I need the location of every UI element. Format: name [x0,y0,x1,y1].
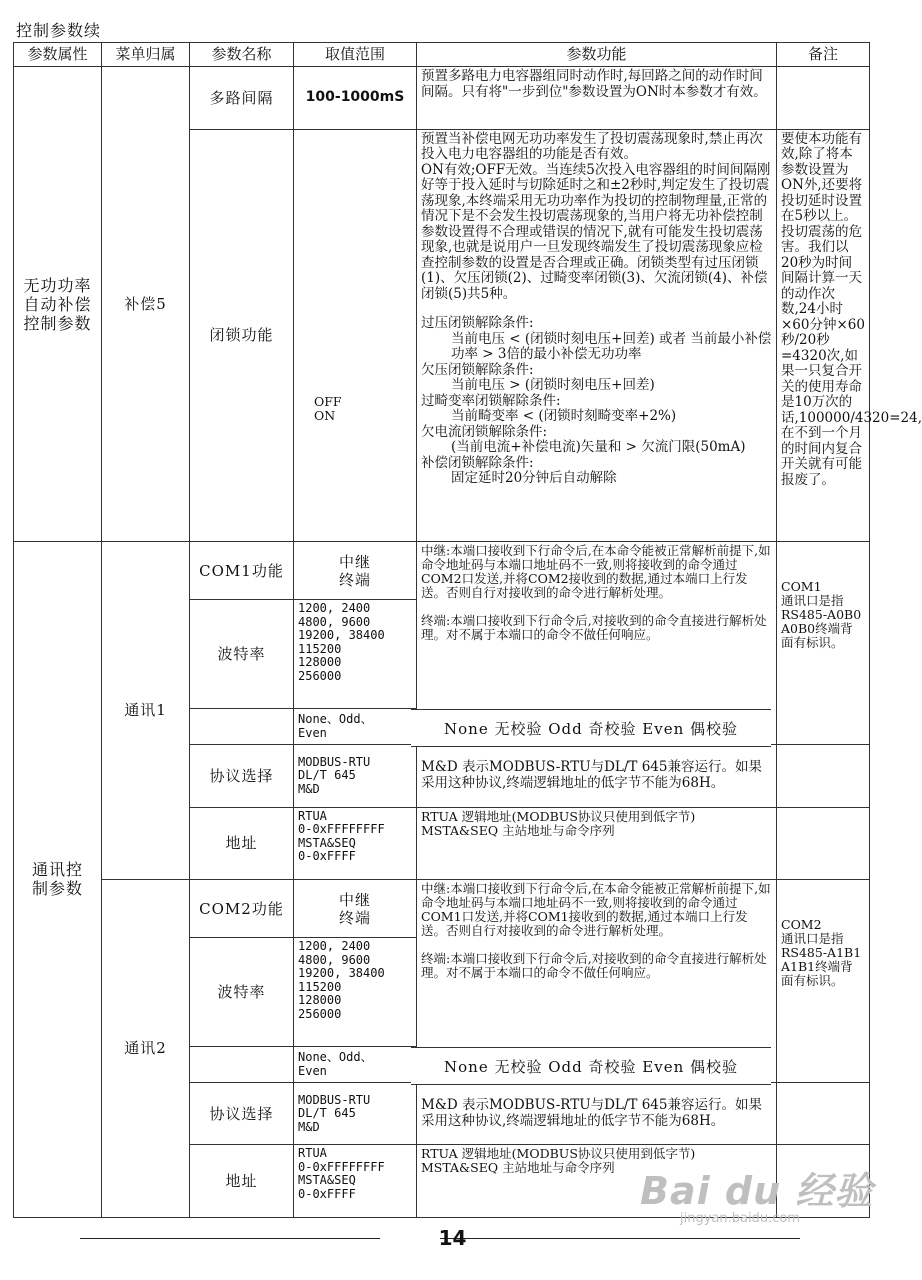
header-param-attr: 参数属性 [14,43,102,67]
page-number: 14 [438,1226,467,1250]
cond-detail: 当前畸变率 < (闭锁时刻畸变率+2%) [451,408,677,424]
cond-title: 欠压闭锁解除条件: [421,361,534,378]
cond-detail: (当前电流+补偿电流)矢量和 > 欠流门限(50mA) [451,439,746,455]
param-name-com1: COM1功能 [190,541,294,599]
param-name-baud1: 波特率 [190,600,294,709]
category-comm: 通讯控 制参数 [14,541,102,1217]
terminal-text: 终端:本端口接收到下行命令后,对接收到的命令直接进行解析处理。对不属于本端口的命令不做任何响应。 [421,950,767,980]
function-lock [417,129,777,541]
parity-function-1: None 无校验 Odd 奇校验 Even 偶校验 [411,709,771,747]
note-com2: COM2 通讯口是指RS485-A1B1 A1B1终端背面有标识。 [777,879,870,1082]
relay-text: 中继:本端口接收到下行命令后,在本命令能被正常解析前提下,如命令地址码与本端口地址码不一致,则将接收到的命令通过COM2口发送,并将COM2接收到的数据,通过本端口上行发送。否则自行对接收到的命令进行解析处理。 [421,542,771,600]
function-addr2: RTUA 逻辑地址(MODBUS协议只使用到低字节) MSTA&SEQ 主站地址与命令序列 [417,1145,777,1218]
terminal-text: 终端:本端口接收到下行命令后,对接收到的命令直接进行解析处理。对不属于本端口的命令不做任何响应。 [421,612,767,642]
param-name-addr1: 地址 [190,807,294,879]
page-title: 控制参数续 [16,21,102,40]
param-name-parity1 [190,708,294,744]
range-parity2: None、Odd、 Even [294,1046,417,1082]
param-name-protocol1: 协议选择 [190,745,294,807]
table-header-row [14,43,870,67]
cond-detail: 固定延时20分钟后自动解除 [451,470,617,486]
range-addr2: RTUA 0-0xFFFFFFFF MSTA&SEQ 0-0xFFFF [294,1145,417,1218]
function-addr1: RTUA 逻辑地址(MODBUS协议只使用到低字节) MSTA&SEQ 主站地址与命令序列 [417,807,777,879]
param-name-baud2: 波特率 [190,938,294,1047]
note-empty [777,67,870,129]
cond-title: 过畸变率闭锁解除条件: [421,392,561,409]
param-name-lock: 闭锁功能 [190,129,294,541]
cond-title: 欠电流闭锁解除条件: [421,423,548,440]
range-parity1: None、Odd、 Even [294,708,417,744]
range-lock: OFF ON [294,129,417,541]
function-protocol1: M&D 表示MODBUS-RTU与DL/T 645兼容运行。如果采用这种协议,终端逻辑地址的低字节不能为68H。 [417,745,777,807]
param-name-parity2 [190,1046,294,1082]
function-interval: 预置多路电力电容器组同时动作时,每回路之间的动作时间间隔。只有将"一步到位"参数设置为ON时本参数才有效。 [417,67,777,129]
parity-function-2: None 无校验 Odd 奇校验 Even 偶校验 [411,1047,771,1085]
range-addr1: RTUA 0-0xFFFFFFFF MSTA&SEQ 0-0xFFFF [294,807,417,879]
range-protocol1: MODBUS-RTU DL/T 645 M&D [294,745,417,807]
watermark [640,1160,873,1226]
header-function: 参数功能 [417,43,777,67]
menu-comm2: 通讯2 [102,879,190,1217]
header-param-name: 参数名称 [190,43,294,67]
lock-description: 预置当补偿电网无功功率发生了投切震荡现象时,禁止再次投入电力电容器组的功能是否有效。 ON有效;OFF无效。当连续5次投入电容器组的时间间隔刚好等于投入延时与切除延时之和±2秒时,判定发生了投切震荡现象,本终端采用无功功率作为投切的控制物理量,正常的情况下是不会发生投切震荡现象的,当用户将无功补偿控制参数设置得不合理或错误的情况下,就有可能发生投切震荡现象,也就是说用户一旦发现终端发生了投切震荡现象应检查控制参数的设置是否合理或正确。闭锁类型有过压闭锁(1)、欠压闭锁(2)、过畸变率闭锁(3)、欠流闭锁(4)、补偿闭锁(5)共5种。 [421,130,771,302]
menu-comp5: 补偿5 [102,67,190,542]
cond-title: 过压闭锁解除条件: [421,315,534,331]
cond-detail: 当前电压 < (闭锁时刻电压+回差) 或者 当前最小补偿功率 > 3倍的最小补偿无功功率 [451,330,772,362]
range-baud2: 1200, 2400 4800, 9600 19200, 38400 115200 128000 256000 [294,938,417,1047]
header-range: 取值范围 [294,43,417,67]
category-reactive: 无功功率 自动补偿 控制参数 [14,67,102,542]
function-protocol2: M&D 表示MODBUS-RTU与DL/T 645兼容运行。如果采用这种协议,终端逻辑地址的低字节不能为68H。 [417,1083,777,1145]
param-name-protocol2: 协议选择 [190,1083,294,1145]
control-params-table [13,42,922,1218]
header-menu: 菜单归属 [102,43,190,67]
param-name-com2: COM2功能 [190,879,294,937]
range-com2: 中继 终端 [294,879,417,937]
note-lock: 要使本功能有效,除了将本参数设置为ON外,还要将投切延时设置在5秒以上。投切震荡的危害。我们以20秒为时间间隔计算一天的动作次数,24小时×60分钟×60秒/20秒=4320次,如果一只复合开关的使用寿命是10万次的话,100000/4320=24,在不到一个月的时间内复合开关就有可能报废了。 [777,129,870,541]
range-com1: 中继 终端 [294,541,417,599]
note-empty [777,807,870,879]
relay-text: 中继:本端口接收到下行命令后,在本命令能被正常解析前提下,如命令地址码与本端口地址码不一致,则将接收到的命令通过COM1口发送,并将COM1接收到的数据,通过本端口上行发送。否则自行对接收到的命令进行解析处理。 [421,880,771,938]
watermark-url: jingyan.baidu.com [680,1211,800,1226]
cond-title: 补偿闭锁解除条件: [421,454,534,471]
table-row [14,879,870,937]
note-com1: COM1 通讯口是指RS485-A0B0 A0B0终端背面有标识。 [777,541,870,744]
table-row [14,541,870,599]
header-note: 备注 [777,43,870,67]
range-interval: 100-1000mS [294,67,417,129]
cond-detail: 当前电压 > (闭锁时刻电压+回差) [451,377,655,393]
table-row [14,67,870,129]
range-protocol2: MODBUS-RTU DL/T 645 M&D [294,1083,417,1145]
menu-comm1: 通讯1 [102,541,190,879]
watermark-logo: Bai du 经验 [640,1169,874,1213]
range-baud1: 1200, 2400 4800, 9600 19200, 38400 115200 128000 256000 [294,600,417,709]
param-name-interval: 多路间隔 [190,67,294,129]
param-name-addr2: 地址 [190,1145,294,1218]
note-empty [777,745,870,807]
note-empty [777,1083,870,1145]
